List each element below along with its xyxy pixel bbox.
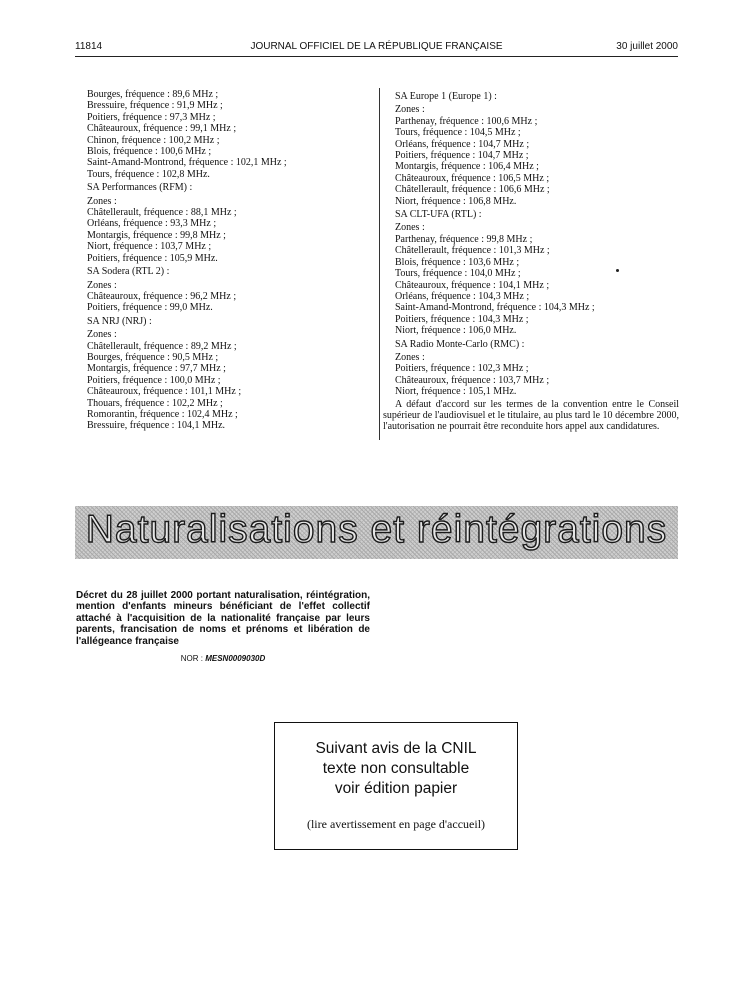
- column-line: Châtellerault, fréquence : 101,3 MHz ;: [395, 245, 550, 257]
- cnil-line-2: texte non consultable: [322, 760, 470, 777]
- column-line: Poitiers, fréquence : 99,0 MHz.: [87, 302, 213, 314]
- column-line: Tours, fréquence : 104,0 MHz ;: [395, 268, 521, 280]
- page-header: [75, 41, 678, 55]
- left-column: [87, 89, 367, 432]
- column-line: Bressuire, fréquence : 91,9 MHz ;: [87, 100, 223, 112]
- column-line: Poitiers, fréquence : 97,3 MHz ;: [87, 111, 216, 123]
- nor-code: MESN0009030D: [205, 654, 266, 663]
- page-number: 11814: [75, 41, 103, 52]
- column-line: Zones :: [87, 329, 117, 341]
- column-line: Montargis, fréquence : 106,4 MHz ;: [395, 161, 539, 173]
- column-line: Zones :: [395, 222, 425, 234]
- column-line: Saint-Amand-Montrond, fréquence : 104,3 MHz ;: [395, 302, 595, 314]
- column-line: Orléans, fréquence : 93,3 MHz ;: [87, 218, 217, 230]
- column-line: Châteauroux, fréquence : 104,1 MHz ;: [395, 279, 550, 291]
- column-line: Blois, fréquence : 103,6 MHz ;: [395, 256, 520, 268]
- column-line: Châteauroux, fréquence : 101,1 MHz ;: [87, 386, 242, 398]
- journal-title: JOURNAL OFFICIEL DE LA RÉPUBLIQUE FRANÇAISE: [250, 41, 503, 52]
- column-line: Niort, fréquence : 106,8 MHz.: [395, 195, 517, 207]
- column-line: Poitiers, fréquence : 100,0 MHz ;: [87, 374, 221, 386]
- column-line: Niort, fréquence : 103,7 MHz ;: [87, 241, 212, 253]
- column-line: SA NRJ (NRJ) :: [87, 315, 152, 327]
- column-line: Bressuire, fréquence : 104,1 MHz.: [87, 420, 226, 432]
- column-line: Châteauroux, fréquence : 106,5 MHz ;: [395, 172, 550, 184]
- column-line: Poitiers, fréquence : 104,3 MHz ;: [395, 313, 529, 325]
- column-line: Saint-Amand-Montrond, fréquence : 102,1 MHz ;: [87, 157, 287, 169]
- column-separator: [379, 88, 380, 440]
- section-banner-title: Naturalisations et réintégrations: [85, 508, 668, 551]
- column-line: Zones :: [395, 351, 425, 363]
- cnil-line-1: Suivant avis de la CNIL: [315, 740, 477, 757]
- nor-reference: [76, 654, 370, 663]
- nor-label: NOR :: [180, 654, 203, 663]
- column-line: Montargis, fréquence : 99,8 MHz ;: [87, 229, 226, 241]
- stray-mark: [616, 269, 619, 272]
- column-line: Chinon, fréquence : 100,2 MHz ;: [87, 134, 220, 146]
- column-line: Orléans, fréquence : 104,3 MHz ;: [395, 290, 530, 302]
- column-line: SA Europe 1 (Europe 1) :: [395, 91, 497, 102]
- column-line: Montargis, fréquence : 97,7 MHz ;: [87, 363, 226, 375]
- issue-date: 30 juillet 2000: [616, 41, 678, 52]
- column-line: Châtellerault, fréquence : 88,1 MHz ;: [87, 207, 237, 219]
- decree-title: Décret du 28 juillet 2000 portant naturalisation, réintégration, mention d'enfants mineurs bénéficiant de l'effet collectif attaché à l'acquisition de la nationalité française par leurs parents, francisation de noms et prénoms et libération de l'allégeance française: [76, 590, 370, 647]
- cnil-notice-box: [274, 722, 518, 850]
- column-line: Châtellerault, fréquence : 89,2 MHz ;: [87, 340, 237, 352]
- column-line: Poitiers, fréquence : 102,3 MHz ;: [395, 363, 529, 375]
- right-column: [383, 89, 679, 433]
- column-line: Blois, fréquence : 100,6 MHz ;: [87, 146, 212, 158]
- column-line: Tours, fréquence : 102,8 MHz.: [87, 168, 210, 180]
- column-line: Tours, fréquence : 104,5 MHz ;: [395, 127, 521, 139]
- section-banner: [75, 506, 678, 559]
- column-line: Châteauroux, fréquence : 99,1 MHz ;: [87, 123, 237, 135]
- column-line: Niort, fréquence : 105,1 MHz.: [395, 386, 517, 398]
- cnil-message: [275, 739, 517, 799]
- cnil-subnote: (lire avertissement en page d'accueil): [306, 817, 486, 831]
- column-line: Orléans, fréquence : 104,7 MHz ;: [395, 138, 530, 150]
- column-line: SA Sodera (RTL 2) :: [87, 266, 170, 278]
- column-line: Zones :: [87, 279, 117, 291]
- column-line: Châteauroux, fréquence : 103,7 MHz ;: [395, 374, 550, 386]
- column-line: Zones :: [87, 195, 117, 207]
- column-line: Châtellerault, fréquence : 106,6 MHz ;: [395, 184, 550, 196]
- header-rule: [75, 56, 678, 57]
- column-line: SA CLT-UFA (RTL) :: [395, 209, 482, 221]
- column-line: Poitiers, fréquence : 104,7 MHz ;: [395, 150, 529, 162]
- column-line: Niort, fréquence : 106,0 MHz.: [395, 325, 517, 337]
- column-line: Parthenay, fréquence : 100,6 MHz ;: [395, 115, 538, 127]
- column-line: Bourges, fréquence : 90,5 MHz ;: [87, 351, 219, 363]
- column-line: Zones :: [395, 104, 425, 116]
- column-line: Poitiers, fréquence : 105,9 MHz.: [87, 252, 218, 264]
- authorization-note: A défaut d'accord sur les termes de la convention entre le Conseil supérieur de l'audiovisuel et le titulaire, au plus tard le 10 décembre 2000, l'autorisation ne pourrait être reconduite hors appel aux candidatures.: [383, 398, 679, 433]
- column-line: SA Radio Monte-Carlo (RMC) :: [395, 338, 525, 350]
- cnil-line-3: voir édition papier: [334, 780, 458, 797]
- column-line: SA Performances (RFM) :: [87, 182, 193, 194]
- column-line: Romorantin, fréquence : 102,4 MHz ;: [87, 408, 238, 420]
- column-line: Parthenay, fréquence : 99,8 MHz ;: [395, 233, 533, 245]
- column-line: Thouars, fréquence : 102,2 MHz ;: [87, 397, 223, 409]
- column-line: Châteauroux, fréquence : 96,2 MHz ;: [87, 290, 237, 302]
- column-line: Bourges, fréquence : 89,6 MHz ;: [87, 89, 219, 100]
